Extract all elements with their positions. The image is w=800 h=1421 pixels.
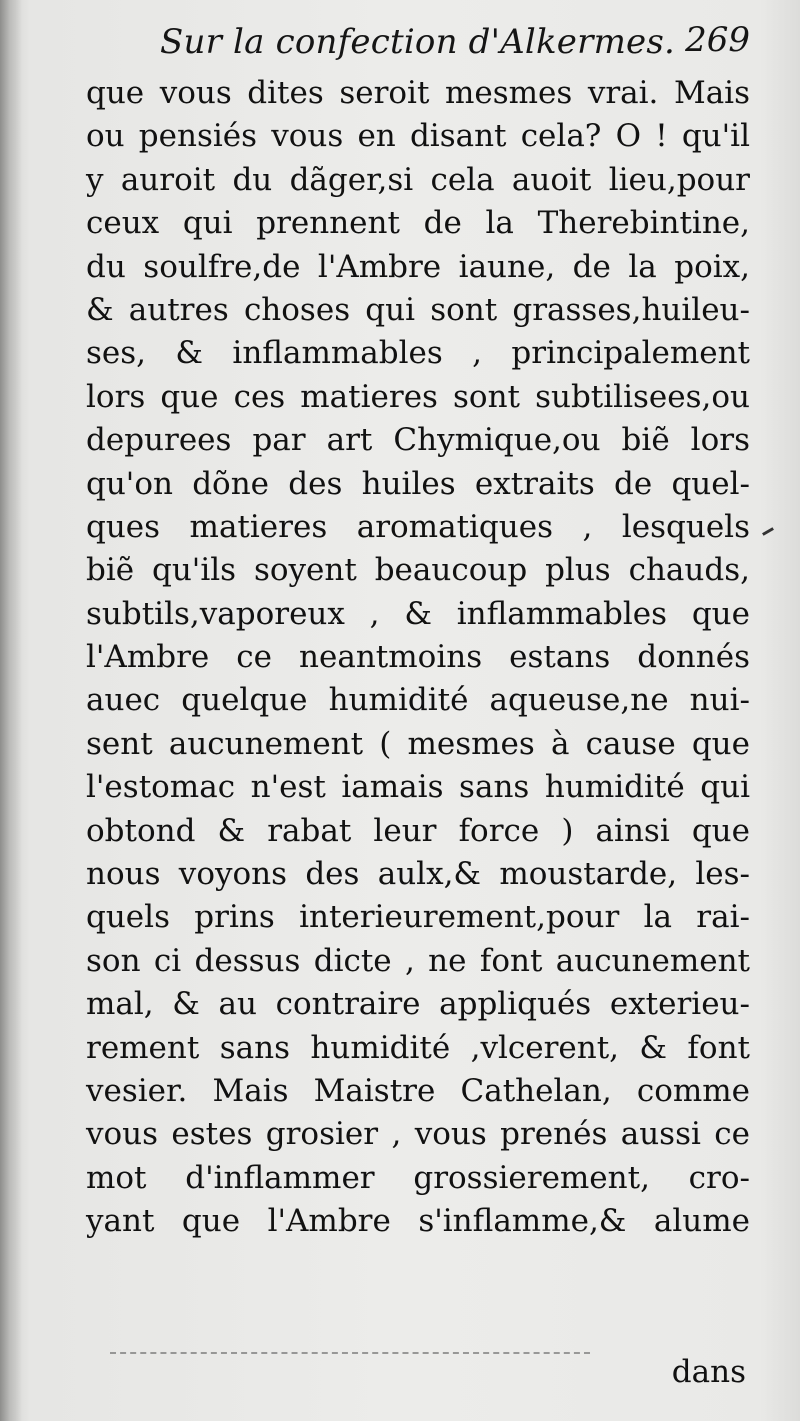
- text-line: auec quelque humidité aqueuse,ne nui-: [86, 682, 750, 719]
- body-text: [86, 72, 750, 1244]
- text-line: lors que ces matieres sont subtilisees,ou: [86, 378, 750, 415]
- text-line: depurees par art Chymique,ou biẽ lors: [86, 422, 750, 459]
- text-line: ou pensiés vous en disant cela? O ! qu'il: [86, 118, 750, 155]
- text-line: qu'on dõne des huiles extraits de quel-: [86, 465, 750, 502]
- text-line: biẽ qu'ils soyent beaucoup plus chauds,: [86, 552, 750, 589]
- text-line: du soulfre,de l'Ambre iaune, de la poix,: [86, 248, 750, 285]
- page-number: 269: [685, 20, 750, 60]
- text-line: & autres choses qui sont grasses,huileu-: [86, 291, 750, 328]
- catchword: dans: [671, 1354, 746, 1390]
- text-line: ceux qui prennent de la Therebintine,: [86, 205, 750, 242]
- text-line: y auroit du dãger,si cela auoit lieu,pour: [86, 161, 750, 198]
- text-line: mal, & au contraire appliqués exterieu-: [86, 986, 750, 1023]
- text-line: l'Ambre ce neantmoins estans donnés: [86, 639, 750, 676]
- text-line: ses, & inflammables , principalement: [86, 335, 750, 372]
- text-line: vous estes grosier , vous prenés aussi ce: [86, 1116, 750, 1153]
- text-line: yant que l'Ambre s'inflamme,& alume: [86, 1203, 750, 1240]
- text-line: sent aucunement ( mesmes à cause que: [86, 725, 750, 762]
- text-line: vesier. Mais Maistre Cathelan, comme: [86, 1072, 750, 1109]
- text-line: nous voyons des aulx,& moustarde, les-: [86, 856, 750, 893]
- text-line: son ci dessus dicte , ne font aucunement: [86, 942, 750, 979]
- text-line: rement sans humidité ,vlcerent, & font: [86, 1029, 750, 1066]
- text-line: quels prins interieurement,pour la rai-: [86, 899, 750, 936]
- running-title: Sur la confection d'Alkermes.: [160, 22, 676, 62]
- text-line: mot d'inflammer grossierement, cro-: [86, 1159, 750, 1196]
- text-line: ques matieres aromatiques , lesquels: [86, 508, 750, 545]
- text-line: subtils,vaporeux , & inflammables que: [86, 595, 750, 632]
- text-line: l'estomac n'est iamais sans humidité qui: [86, 769, 750, 806]
- text-line: obtond & rabat leur force ) ainsi que: [86, 812, 750, 849]
- margin-mark: [762, 527, 774, 536]
- bottom-rule: [110, 1352, 590, 1354]
- text-line: que vous dites seroit mesmes vrai. Mais: [86, 75, 750, 111]
- page-gutter-shadow: [0, 0, 22, 1421]
